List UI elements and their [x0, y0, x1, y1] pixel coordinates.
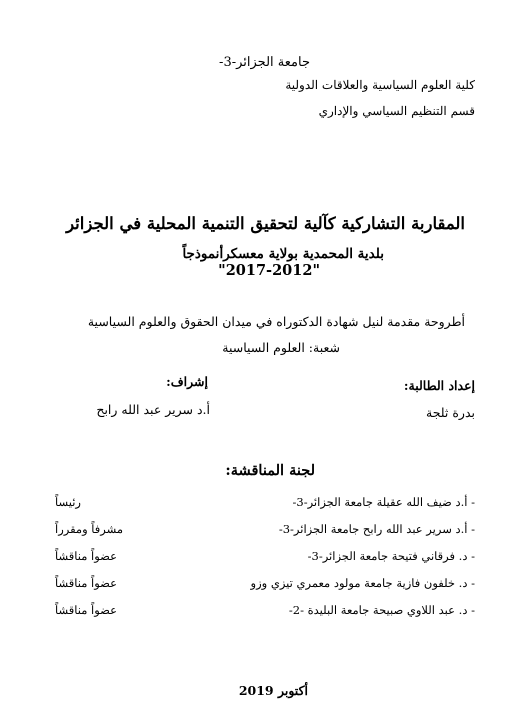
faculty-name: كلية العلوم السياسية والعلاقات الدولية [285, 78, 475, 92]
supervisor-label: إشراف: [166, 374, 208, 389]
supervisor-name: أ.د سرير عبد الله رابح [96, 402, 210, 417]
committee-list [55, 495, 475, 630]
committee-row [55, 576, 475, 603]
committee-role: مشرفاً ومقرراً [55, 522, 124, 536]
committee-title: لجنة المناقشة: [225, 462, 315, 479]
branch-label: شعبة: العلوم السياسية [222, 340, 340, 355]
committee-row [55, 522, 475, 549]
study-period: "2017-2012" [218, 262, 320, 279]
department-name: قسم التنظيم السياسي والإداري [318, 104, 475, 118]
committee-row [55, 495, 475, 522]
committee-role: رئيساً [55, 495, 81, 509]
committee-role: عضواً مناقشاً [55, 603, 118, 617]
committee-row [55, 603, 475, 630]
committee-member: - د. عبد اللاوي صبيحة جامعة البليدة -2- [288, 603, 475, 617]
prepared-by-label: إعداد الطالبة: [403, 378, 475, 393]
student-name: بدرة ثلجة [426, 405, 475, 420]
committee-role: عضواً مناقشاً [55, 576, 118, 590]
committee-member: - أ.د سرير عبد الله رابح جامعة الجزائر-3- [278, 522, 475, 536]
committee-role: عضواً مناقشاً [55, 549, 118, 563]
university-name: جامعة الجزائر-3- [219, 55, 310, 70]
thesis-description: أطروحة مقدمة لنيل شهادة الدكتوراه في ميدان الحقوق والعلوم السياسية [87, 314, 465, 329]
committee-member: - د. خلفون فازية جامعة مولود معمري تيزي وزو [250, 576, 475, 590]
committee-row [55, 549, 475, 576]
committee-member: - أ.د ضيف الله عقيلة جامعة الجزائر-3- [292, 495, 475, 509]
defense-date: أكتوبر 2019 [238, 683, 308, 698]
thesis-subtitle: بلدية المحمدية بولاية معسكرأنموذجاً [182, 246, 384, 262]
thesis-title: المقاربة التشاركية كآلية لتحقيق التنمية المحلية في الجزائر [66, 214, 465, 233]
committee-member: - د. فرقاني فتيحة جامعة الجزائر-3- [307, 549, 475, 563]
